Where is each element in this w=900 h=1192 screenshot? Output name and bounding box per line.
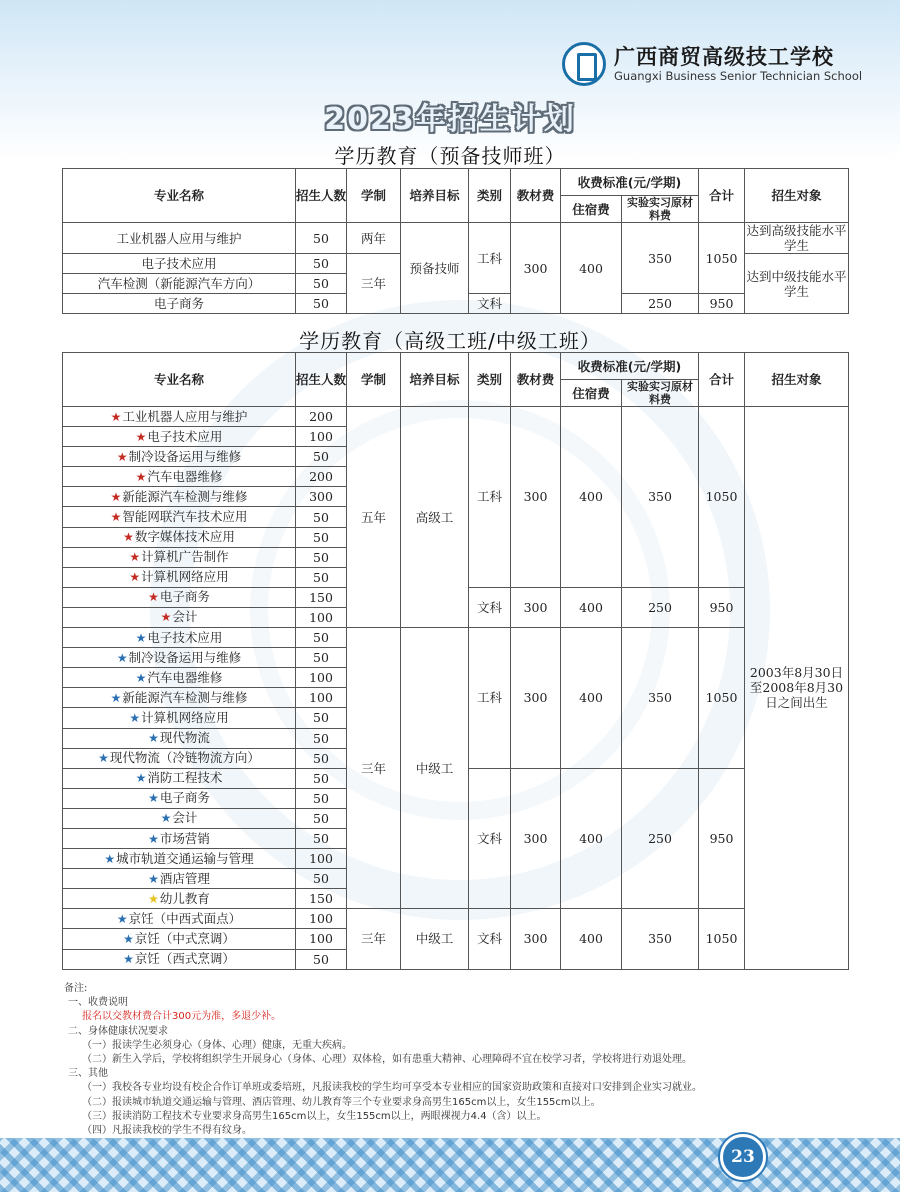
table-cell-book-fee: 300 [511, 768, 561, 909]
footer-pattern [0, 1138, 900, 1192]
table-cell-count: 50 [296, 828, 347, 848]
table-cell-book-fee: 300 [511, 909, 561, 969]
table-cell-total: 1050 [699, 909, 745, 969]
star-blue-icon: ★ [116, 911, 128, 926]
table-cell-count: 50 [296, 869, 347, 889]
major-name: 市场营销 [159, 830, 210, 846]
header-total: 合计 [699, 353, 745, 407]
section-title-technician: 学历教育（预备技师班） [334, 144, 566, 168]
table-cell-total: 1050 [699, 407, 745, 588]
header-book-fee: 教材费 [511, 353, 561, 407]
header-fee-standard: 收费标准(元/学期) [561, 169, 699, 196]
table-cell-system: 三年 [347, 909, 401, 969]
table-cell-major: 电子技术应用 [63, 254, 296, 274]
table-cell-count: 100 [296, 688, 347, 708]
major-name: 京饪（西式烹调） [134, 951, 235, 967]
table-cell-major [63, 628, 296, 648]
header-material-fee: 实验实习原材料费 [622, 196, 699, 223]
table-cell-major [63, 648, 296, 668]
table-cell-category: 文科 [469, 587, 511, 627]
table-cell-major [63, 527, 296, 547]
table-row [63, 628, 849, 648]
major-name: 消防工程技术 [147, 770, 223, 786]
table-cell-major [63, 748, 296, 768]
table-cell-count: 50 [296, 648, 347, 668]
major-name: 现代物流 [159, 730, 210, 746]
table-cell-material-fee: 350 [622, 407, 699, 588]
table-cell-material-fee: 250 [622, 294, 699, 314]
header-dorm-fee: 住宿费 [561, 380, 622, 407]
star-red-icon: ★ [110, 409, 122, 424]
table-cell-major [63, 507, 296, 527]
table-cell-major [63, 567, 296, 587]
star-blue-icon: ★ [148, 731, 159, 746]
table-cell-count: 300 [296, 487, 347, 507]
table-cell-system: 三年 [347, 628, 401, 909]
major-name: 城市轨道交通运输与管理 [116, 850, 254, 866]
major-name: 电子技术应用 [147, 629, 223, 645]
major-name: 现代物流（冷链物流方向） [109, 750, 260, 766]
star-blue-icon: ★ [135, 670, 147, 685]
header-major: 专业名称 [63, 169, 296, 223]
header-total: 合计 [699, 169, 745, 223]
page-title: 2023年招生计划 [324, 102, 576, 137]
table-cell-dorm-fee: 400 [561, 628, 622, 769]
star-blue-icon: ★ [123, 952, 134, 967]
table-cell-count: 50 [296, 748, 347, 768]
table-cell-count: 50 [296, 507, 347, 527]
table-cell-goal: 中级工 [401, 628, 469, 909]
table-cell-major [63, 447, 296, 467]
table-cell-goal: 高级工 [401, 407, 469, 628]
note-other-heading: 三、其他 [68, 1068, 108, 1080]
major-name: 会计 [172, 810, 198, 826]
table-cell-dorm-fee: 400 [561, 223, 622, 314]
table-cell-count: 150 [296, 889, 347, 909]
table-cell-category: 工科 [469, 628, 511, 769]
table-cell-major [63, 688, 296, 708]
note-fee-heading: 一、收费说明 [68, 997, 128, 1009]
major-name: 电子技术应用 [147, 428, 223, 444]
table-cell-major [63, 427, 296, 447]
table-cell-goal: 预备技师 [401, 223, 469, 314]
table-row [63, 407, 849, 427]
major-name: 智能网联汽车技术应用 [122, 509, 248, 525]
table-cell-count: 50 [296, 949, 347, 969]
star-blue-icon: ★ [110, 690, 122, 705]
table-body [63, 407, 849, 970]
major-name: 会计 [172, 609, 198, 625]
table-cell-major [63, 889, 296, 909]
star-red-icon: ★ [110, 489, 122, 504]
table-cell-book-fee: 300 [511, 407, 561, 588]
table-cell-count: 50 [296, 447, 347, 467]
table-cell-goal: 中级工 [401, 909, 469, 969]
header-category: 类别 [469, 169, 511, 223]
header-target: 招生对象 [745, 169, 849, 223]
table-cell-dorm-fee: 400 [561, 768, 622, 909]
table-cell-major [63, 949, 296, 969]
table-cell-count: 50 [296, 547, 347, 567]
star-blue-icon: ★ [148, 791, 159, 806]
table-cell-count: 50 [296, 708, 347, 728]
table-cell-target: 达到高级技能水平学生 [746, 223, 847, 253]
header-fee-standard: 收费标准(元/学期) [561, 353, 699, 380]
school-logo-block [562, 42, 862, 86]
header-count: 招生人数 [296, 169, 347, 223]
star-blue-icon: ★ [135, 771, 147, 786]
table-cell-total: 1050 [699, 223, 745, 294]
star-red-icon: ★ [123, 530, 134, 545]
header-material-fee: 实验实习原材料费 [622, 380, 699, 407]
star-red-icon: ★ [148, 590, 159, 605]
header-category: 类别 [469, 353, 511, 407]
table-cell-major [63, 849, 296, 869]
table-cell-major [63, 607, 296, 627]
table-cell-count: 50 [296, 223, 347, 254]
table-cell-count: 200 [296, 467, 347, 487]
table-cell-material-fee: 350 [622, 628, 699, 769]
table-cell-major [63, 547, 296, 567]
table-cell-system: 三年 [347, 254, 401, 314]
table-cell-major [63, 869, 296, 889]
note-other-3: （三）报读消防工程技术专业要求身高男生165cm以上，女生155cm以上，两眼裸视力4.4（含）以上。 [82, 1110, 547, 1122]
major-name: 工业机器人应用与维护 [122, 408, 248, 424]
star-blue-icon: ★ [148, 871, 159, 886]
note-other-4: （四）凡报读我校的学生不得有纹身。 [82, 1125, 252, 1137]
star-blue-icon: ★ [160, 811, 172, 826]
table-cell-count: 50 [296, 628, 347, 648]
table-cell-major [63, 587, 296, 607]
table-cell-material-fee: 250 [622, 768, 699, 909]
table-cell-count: 100 [296, 929, 347, 949]
table-cell-count: 50 [296, 527, 347, 547]
header-major: 专业名称 [63, 353, 296, 407]
star-blue-icon: ★ [129, 710, 141, 725]
note-fee-text: 报名以交教材费合计300元为准，多退少补。 [82, 1011, 282, 1023]
school-name [614, 45, 862, 83]
header-target: 招生对象 [745, 353, 849, 407]
major-name: 汽车电器维修 [147, 468, 223, 484]
school-name-en: Guangxi Business Senior Technician School [614, 69, 863, 83]
table-cell-major: 汽车检测（新能源汽车方向） [63, 274, 296, 294]
major-name: 计算机网络应用 [141, 709, 229, 725]
star-red-icon: ★ [135, 469, 147, 484]
table-cell-count: 50 [296, 567, 347, 587]
school-emblem-icon [562, 42, 606, 86]
table-cell-material-fee: 250 [622, 587, 699, 627]
table-cell-count: 100 [296, 668, 347, 688]
major-name: 制冷设备运用与维修 [128, 649, 242, 665]
table-cell-target: 2003年8月30日至2008年8月30日之间出生 [745, 407, 849, 970]
table-cell-count: 100 [296, 849, 347, 869]
table-cell-book-fee: 300 [511, 587, 561, 627]
section-title-senior: 学历教育（高级工班/中级工班） [299, 329, 601, 353]
note-health-2: （二）新生入学后，学校将组织学生开展身心（身体、心理）双体检，如有患重大精神、心理障碍不宜在校学习者，学校将进行劝退处理。 [82, 1054, 692, 1066]
major-name: 新能源汽车检测与维修 [122, 689, 248, 705]
table-cell-count: 50 [296, 768, 347, 788]
major-name: 京饪（中西式面点） [128, 910, 242, 926]
star-red-icon: ★ [116, 449, 128, 464]
table-cell-category: 文科 [469, 768, 511, 909]
table-cell-count: 50 [296, 274, 347, 294]
table-cell-book-fee: 300 [511, 628, 561, 769]
major-name: 汽车电器维修 [147, 669, 223, 685]
major-name: 计算机广告制作 [141, 549, 229, 565]
table-cell-major [63, 788, 296, 808]
major-name: 计算机网络应用 [141, 569, 229, 585]
table-cell-count: 50 [296, 254, 347, 274]
table-cell-major: 电子商务 [63, 294, 296, 314]
star-blue-icon: ★ [148, 831, 159, 846]
major-name: 电子商务 [159, 790, 210, 806]
header-goal: 培养目标 [401, 169, 469, 223]
table-cell-major [63, 768, 296, 788]
note-other-2: （二）报读城市轨道交通运输与管理、酒店管理、幼儿教育等三个专业要求身高男生165cm以上，女生155cm以上。 [82, 1096, 601, 1108]
star-red-icon: ★ [129, 550, 141, 565]
header-goal: 培养目标 [401, 353, 469, 407]
table-cell-dorm-fee: 400 [561, 587, 622, 627]
star-yellow-icon: ★ [148, 891, 159, 906]
table-cell-major [63, 407, 296, 427]
table-cell-count: 200 [296, 407, 347, 427]
star-blue-icon: ★ [116, 650, 128, 665]
table-cell-major [63, 487, 296, 507]
table-cell-major [63, 929, 296, 949]
header-dorm-fee: 住宿费 [561, 196, 622, 223]
table-cell-category: 文科 [469, 294, 511, 314]
notes-heading: 备注: [64, 983, 88, 994]
table-cell-total: 950 [699, 768, 745, 909]
table-cell-count: 50 [296, 808, 347, 828]
table-cell-major [63, 467, 296, 487]
table-cell-major [63, 909, 296, 929]
page-number: 23 [720, 1134, 766, 1180]
table-cell-count: 150 [296, 587, 347, 607]
note-health-heading: 二、身体健康状况要求 [68, 1025, 168, 1037]
star-blue-icon: ★ [104, 851, 116, 866]
table-cell-major [63, 808, 296, 828]
note-other-1: （一）我校各专业均设有校企合作订单班或委培班，凡报读我校的学生均可享受本专业相应的国家资助政策和直接对口安排到企业实习就业。 [82, 1082, 702, 1094]
star-blue-icon: ★ [135, 630, 147, 645]
table-cell-material-fee: 350 [622, 223, 699, 294]
table-cell-category: 工科 [469, 223, 511, 294]
star-red-icon: ★ [160, 610, 172, 625]
star-red-icon: ★ [129, 570, 141, 585]
table-cell-dorm-fee: 400 [561, 407, 622, 588]
table-cell-material-fee: 350 [622, 909, 699, 969]
header-count: 招生人数 [296, 353, 347, 407]
major-name: 京饪（中式烹调） [134, 930, 235, 946]
note-health-1: （一）报读学生必须身心（身体、心理）健康，无重大疾病。 [82, 1039, 352, 1051]
table-cell-major [63, 668, 296, 688]
table-cell-major [63, 828, 296, 848]
table-cell-count: 100 [296, 909, 347, 929]
table-technician [62, 168, 849, 314]
table-cell-system: 五年 [347, 407, 401, 628]
major-name: 电子商务 [159, 589, 210, 605]
table-cell-count: 100 [296, 607, 347, 627]
table-cell-count: 50 [296, 294, 347, 314]
star-red-icon: ★ [135, 429, 147, 444]
header-book-fee: 教材费 [511, 169, 561, 223]
table-senior-intermediate [62, 352, 849, 970]
major-name: 制冷设备运用与维修 [128, 448, 242, 464]
major-name: 数字媒体技术应用 [134, 529, 235, 545]
table-cell-system: 两年 [347, 223, 401, 254]
table-cell-total: 1050 [699, 628, 745, 769]
table-cell-major: 工业机器人应用与维护 [63, 223, 296, 254]
table-cell-major [63, 708, 296, 728]
table-cell-count: 50 [296, 728, 347, 748]
header-system: 学制 [347, 353, 401, 407]
table-cell-total: 950 [699, 294, 745, 314]
table-cell-total: 950 [699, 587, 745, 627]
notes-block [64, 982, 864, 1138]
star-blue-icon: ★ [98, 751, 109, 766]
table-cell-count: 50 [296, 788, 347, 808]
school-name-cn: 广西商贸高级技工学校 [614, 45, 834, 69]
star-red-icon: ★ [110, 510, 122, 525]
table-cell-count: 100 [296, 427, 347, 447]
table-cell-category: 文科 [469, 909, 511, 969]
star-blue-icon: ★ [123, 931, 134, 946]
table-cell-dorm-fee: 400 [561, 909, 622, 969]
major-name: 酒店管理 [159, 870, 210, 886]
header-system: 学制 [347, 169, 401, 223]
table-cell-target: 达到中级技能水平学生 [745, 254, 849, 314]
major-name: 幼儿教育 [159, 890, 210, 906]
table-cell-category: 工科 [469, 407, 511, 588]
major-name: 新能源汽车检测与维修 [122, 488, 248, 504]
table-cell-major [63, 728, 296, 748]
table-row [63, 909, 849, 929]
table-cell-book-fee: 300 [511, 223, 561, 314]
